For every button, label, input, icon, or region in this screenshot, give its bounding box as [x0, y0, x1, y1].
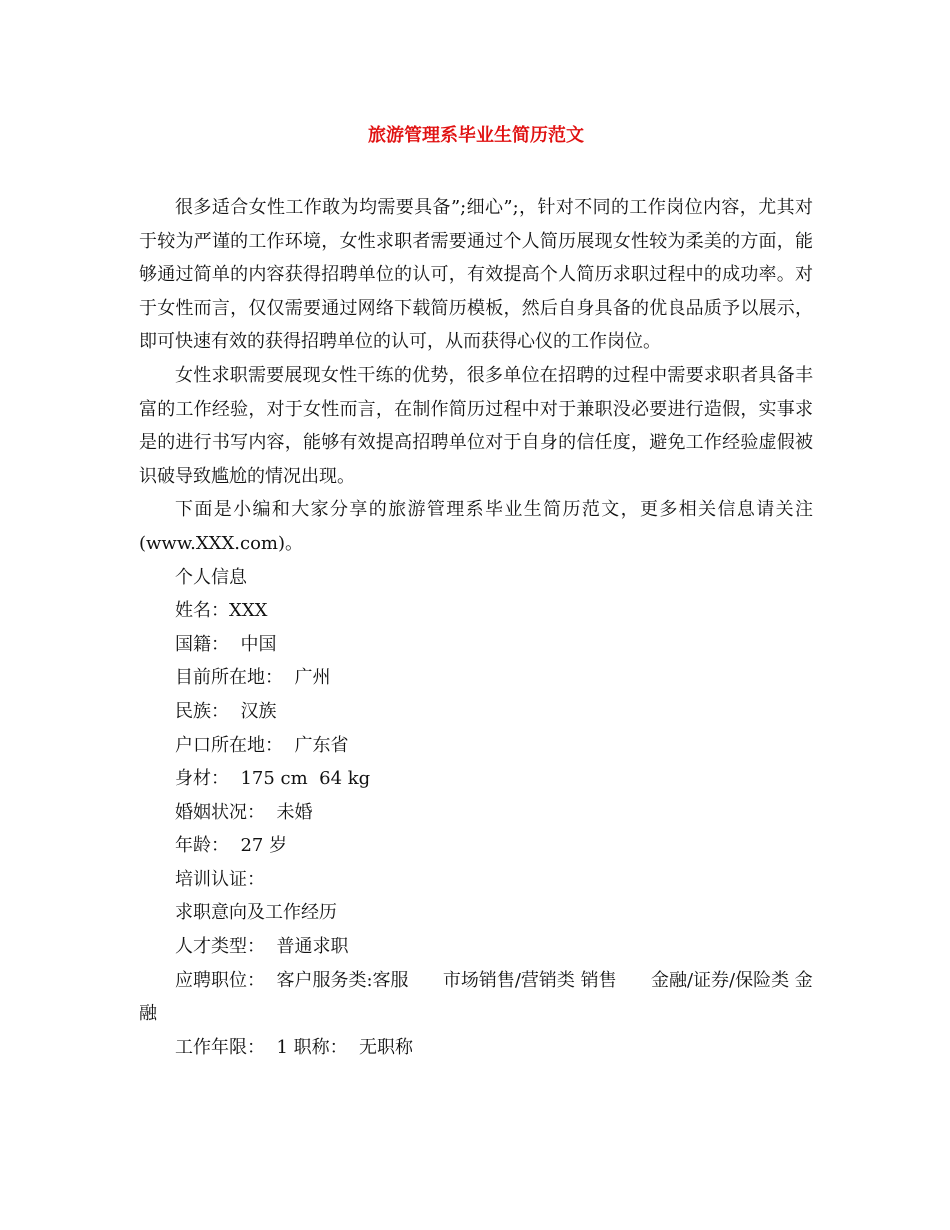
section-heading-personal: 个人信息 — [175, 566, 247, 588]
field-marital-status: 婚姻状况： 未婚 — [175, 801, 313, 823]
field-hukou: 户口所在地： 广东省 — [175, 734, 349, 756]
section-heading-career: 求职意向及工作经历 — [175, 902, 337, 924]
field-talent-type: 人才类型： 普通求职 — [175, 936, 349, 958]
field-ethnicity: 民族： 汉族 — [175, 700, 277, 722]
field-name: 姓名：XXX — [175, 600, 268, 622]
advice-paragraph: 女性求职需要展现女性干练的优势，很多单位在招聘的过程中需要求职者具备丰富的工作经验，对于女性而言，在制作简历过程中对于兼职没必要进行造假，实事求是的进行书写内容，能够有效提高招聘单位对于自身的信任度，避免工作经验虚假被识破导致尴尬的情况出现。 — [139, 364, 813, 487]
field-nationality: 国籍： 中国 — [175, 633, 277, 655]
field-certification: 培训认证： — [175, 868, 265, 890]
field-work-years: 工作年限： 1 职称： 无职称 — [175, 1036, 414, 1058]
field-current-location: 目前所在地： 广州 — [175, 667, 331, 689]
field-positions: 应聘职位： 客户服务类:客服 市场销售/营销类 销售 金融/证券/保险类 金融 — [139, 969, 813, 1025]
field-age: 年龄： 27 岁 — [175, 835, 288, 857]
intro-paragraph: 很多适合女性工作敢为均需要具备”;细心”;，针对不同的工作岗位内容，尤其对于较为严谨的工作环境，女性求职者需要通过个人简历展现女性较为柔美的方面，能够通过简单的内容获得招聘单位的认可，有效提高个人简历求职过程中的成功率。对于女性而言，仅仅需要通过网络下载简历模板，然后自身具备的优良品质予以展示，即可快速有效的获得招聘单位的认可，从而获得心仪的工作岗位。 — [139, 197, 813, 353]
document-body — [139, 191, 813, 1064]
share-paragraph: 下面是小编和大家分享的旅游管理系毕业生简历范文，更多相关信息请关注(www.XXX.com)。 — [139, 499, 813, 554]
document-title: 旅游管理系毕业生简历范文 — [368, 125, 584, 146]
field-stature: 身材： 175 cm 64 kg — [175, 768, 371, 790]
